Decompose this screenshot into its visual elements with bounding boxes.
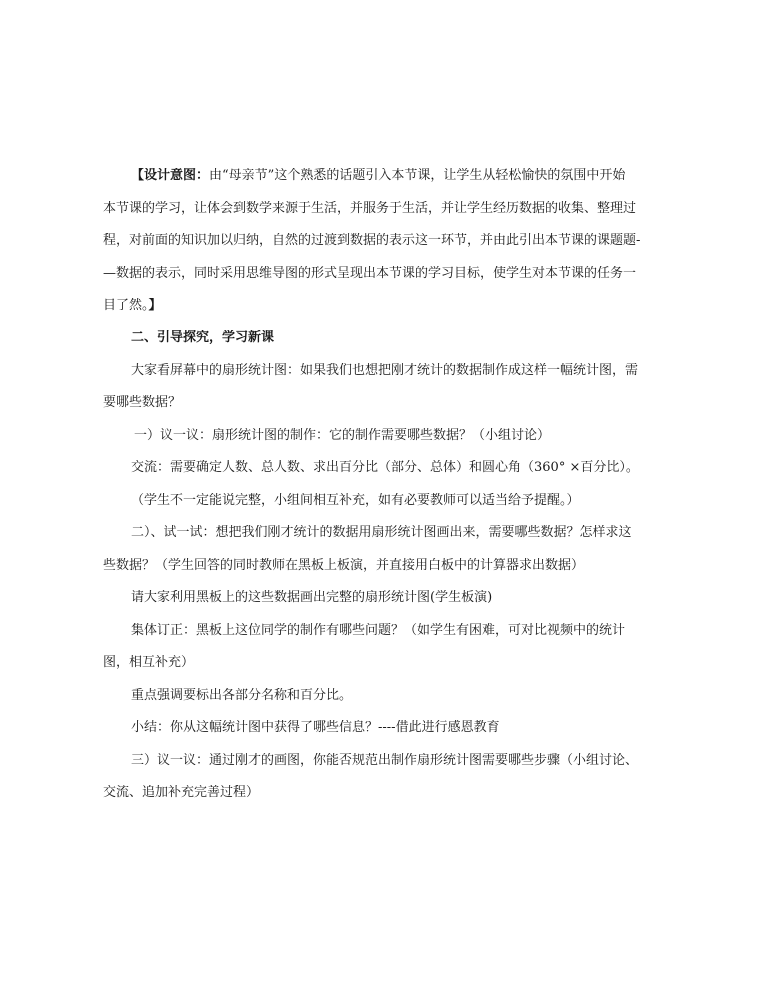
try-line-1: 二）、试一试：想把我们刚才统计的数据用扇形统计图画出来，需要哪些数据？怎样求这 (131, 525, 632, 540)
intro-line-1: 大家看屏幕中的扇形统计图：如果我们也想把刚才统计的数据制作成这样一幅统计图，需 (131, 363, 639, 378)
summary-line: 小结：你从这幅统计图中获得了哪些信息？----借此进行感恩教育 (131, 720, 500, 735)
draw-line: 请大家利用黑板上的这些数据画出完整的扇形统计图(学生板演) (131, 590, 493, 605)
note-one-line: （学生不一定能说完整，小组间相互补充，如有必要教师可以适当给予提醒。） (131, 493, 580, 508)
section-two-heading: 二、引导探究，学习新课 (131, 330, 275, 345)
emphasis-line: 重点强调要标出各部分名称和百分比。 (131, 688, 353, 703)
design-intent-line-5 (103, 298, 663, 314)
discuss-three-line-1: 三）议一议：通过刚才的画图，你能否规范出制作扇形统计图需要哪些步骤（小组讨论、 (131, 753, 639, 768)
design-intent-text-1: 由“母亲节”这个熟悉的话题引入本节课，让学生从轻松愉快的氛围中开始 (209, 168, 626, 183)
try-line-2: 些数据？（学生回答的同时教师在黑板上板演，并直接用白板中的计算器求出数据） (103, 558, 585, 573)
design-intent-line-4: —数据的表示，同时采用思维导图的形式呈现出本节课的学习目标，使学生对本节课的任务一 (103, 266, 637, 281)
correct-line-1: 集体订正：黑板上这位同学的制作有哪些问题？（如学生有困难，可对比视频中的统计 (131, 623, 626, 638)
design-intent-line-2: 本节课的学习，让体会到数学来源于生活，并服务于生活，并让学生经历数据的收集、整理过 (103, 201, 637, 216)
design-intent-line-1 (131, 168, 661, 184)
discuss-three-line-2: 交流、追加补充完善过程） (103, 785, 260, 800)
design-intent-text-5: 目了然。 (103, 298, 149, 313)
discuss-one-line: 一）议一议：扇形统计图的制作：它的制作需要哪些数据？（小组讨论） (134, 428, 551, 443)
intro-line-2: 要哪些数据？ (103, 395, 182, 410)
design-intent-label: 设计意图： (144, 168, 210, 183)
correct-line-2: 图，相互补充） (103, 655, 195, 670)
exchange-line: 交流：需要确定人数、总人数、求出百分比（部分、总体）和圆心角（360° ×百分比）。 (131, 460, 639, 475)
design-intent-open-bracket: 【 (131, 168, 145, 183)
design-intent-line-3: 程，对前面的知识加以归纳，自然的过渡到数据的表示这一环节，并由此引出本节课的课题题- (103, 233, 641, 248)
design-intent-close-bracket: 】 (148, 298, 162, 313)
